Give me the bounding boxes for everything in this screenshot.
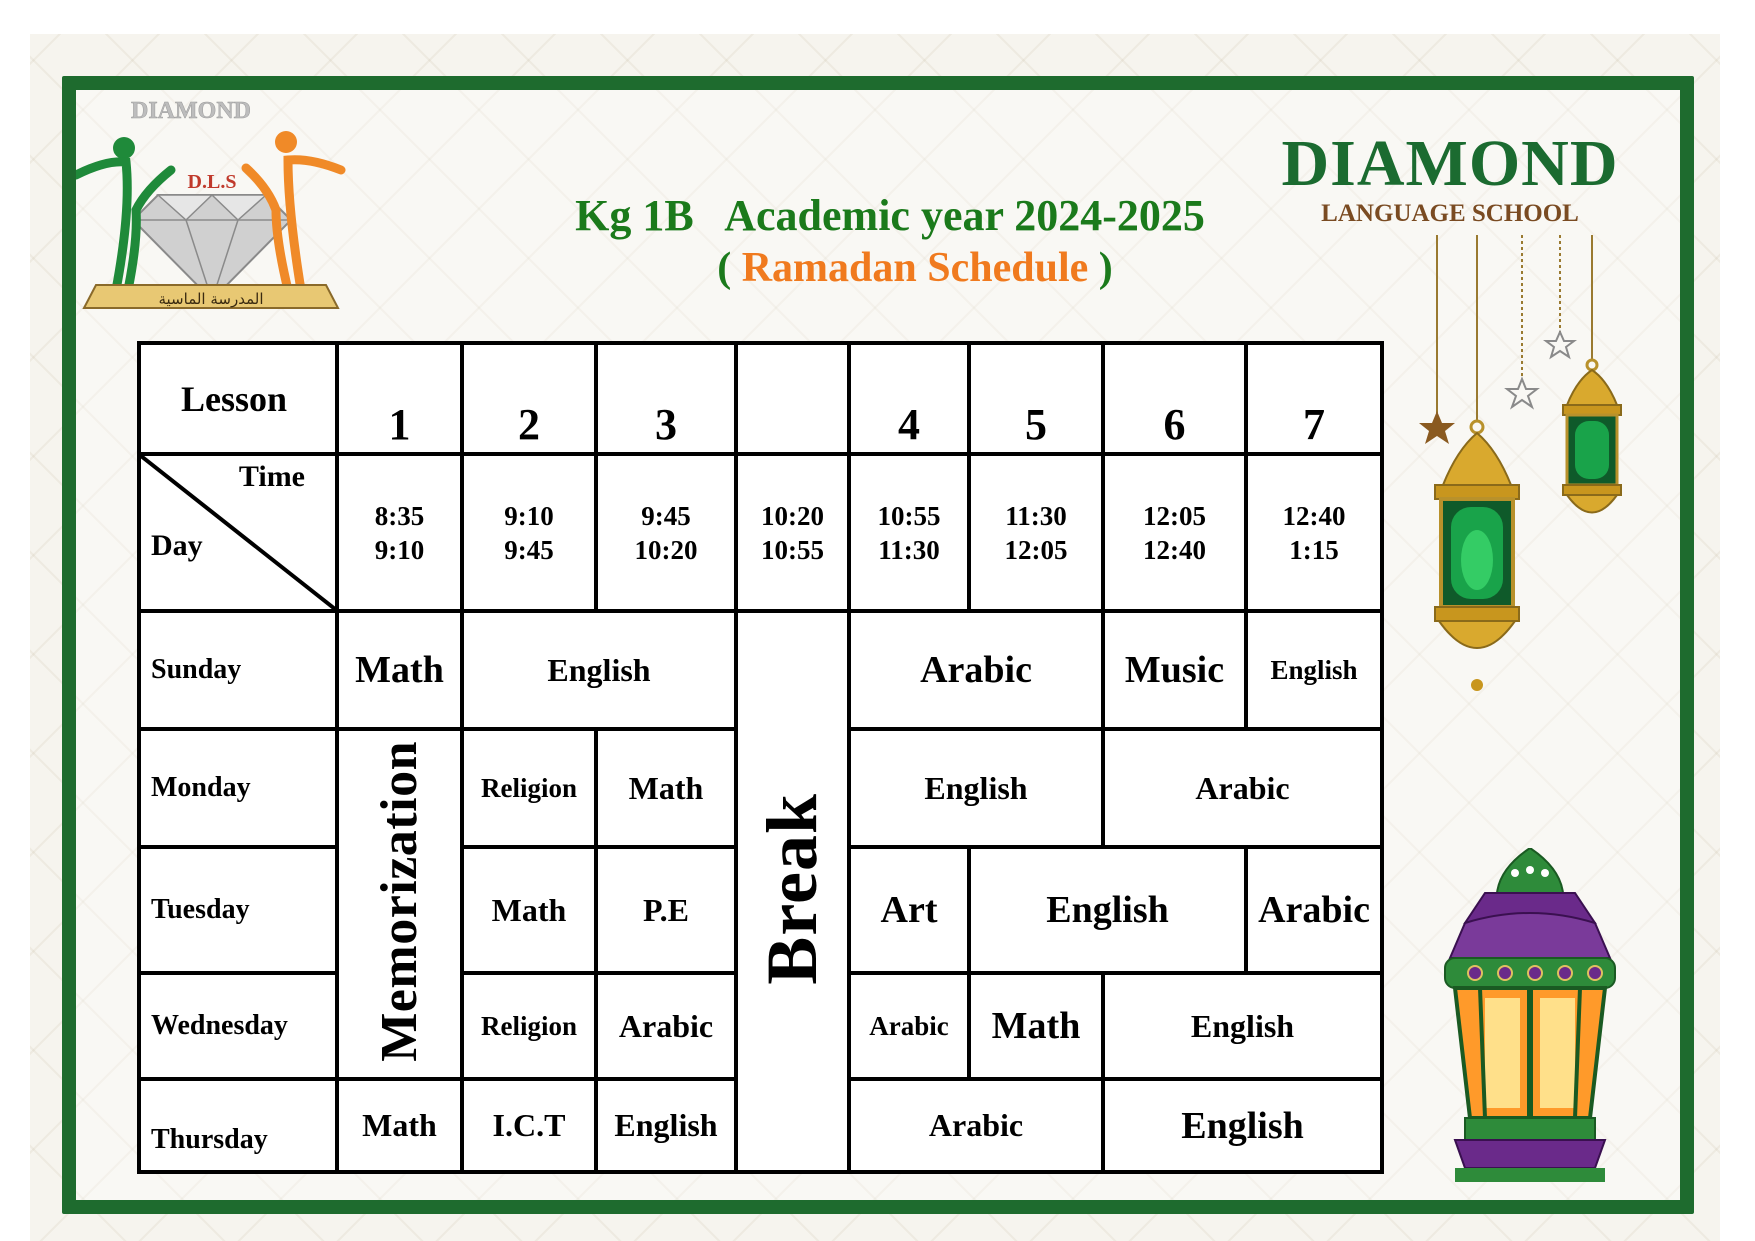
subject-cell: Religion (462, 729, 596, 847)
time-slot (969, 454, 1103, 611)
subject-cell: English (969, 847, 1246, 973)
star-icon (1546, 332, 1574, 357)
break-column (736, 611, 849, 1172)
lesson-number: 1 (337, 343, 462, 454)
time-end: 10:55 (761, 534, 824, 565)
brand-subtitle: LANGUAGE SCHOOL (1321, 200, 1579, 227)
subtitle-main: Ramadan Schedule (741, 245, 1089, 291)
page-subtitle (540, 244, 1290, 292)
time-start: 10:20 (761, 500, 824, 531)
time-slot (849, 454, 969, 611)
break-label: Break (752, 793, 832, 985)
subject-cell: I.C.T (462, 1079, 596, 1172)
time-start: 11:30 (1005, 500, 1067, 531)
subtitle-close: ) (1088, 245, 1113, 291)
lesson-number: 7 (1246, 343, 1382, 454)
subject-cell: Math (337, 1079, 462, 1172)
school-logo (76, 100, 346, 325)
day-tuesday: Tuesday (139, 847, 337, 973)
page-title: Kg 1B Academic year 2024-2025 (575, 191, 1205, 240)
lesson-number: 5 (969, 343, 1103, 454)
subject-cell: English (849, 729, 1103, 847)
subject-cell: Math (462, 847, 596, 973)
time-end: 9:45 (504, 534, 554, 565)
time-slot (462, 454, 596, 611)
time-end: 12:40 (1143, 534, 1206, 565)
time-row (139, 454, 1382, 611)
subject-cell: Arabic (849, 1079, 1103, 1172)
memorization-block (337, 729, 462, 1079)
time-end: 11:30 (878, 534, 940, 565)
subject-cell: Arabic (596, 973, 736, 1079)
day-thursday: Thursday (139, 1079, 337, 1172)
time-slot (596, 454, 736, 611)
logo-initials: D.L.S (187, 171, 237, 193)
time-end: 10:20 (634, 534, 698, 565)
lesson-number-break (736, 343, 849, 454)
subject-cell: English (1103, 973, 1382, 1079)
time-start: 9:10 (504, 500, 554, 531)
subject-cell: Arabic (1246, 847, 1382, 973)
subject-cell: P.E (596, 847, 736, 973)
lesson-number: 2 (462, 343, 596, 454)
time-slot (1246, 454, 1382, 611)
lesson-number: 6 (1103, 343, 1246, 454)
lesson-number: 3 (596, 343, 736, 454)
time-start: 8:35 (374, 500, 425, 531)
time-end: 9:10 (374, 534, 425, 565)
ramadan-lantern-icon (1425, 848, 1635, 1188)
subject-cell: Math (337, 611, 462, 729)
lesson-row (139, 343, 1382, 454)
time-start: 9:45 (641, 500, 691, 531)
time-end: 12:05 (1004, 534, 1068, 565)
hanging-lantern-icon (1395, 235, 1655, 705)
subtitle-open: ( (717, 245, 742, 291)
day-monday: Monday (139, 729, 337, 847)
row-sunday (139, 611, 1382, 729)
subject-cell: Math (969, 973, 1103, 1079)
subject-cell: Religion (462, 973, 596, 1079)
subject-cell: English (1246, 611, 1382, 729)
subject-cell: Arabic (849, 973, 969, 1079)
day-wednesday: Wednesday (139, 973, 337, 1079)
star-icon (1507, 379, 1537, 407)
time-start: 10:55 (877, 500, 941, 531)
time-slot (736, 454, 849, 611)
time-label: Time (238, 460, 305, 493)
time-start: 12:05 (1143, 500, 1206, 531)
time-day-header (139, 454, 337, 611)
lesson-header: Lesson (139, 343, 337, 454)
time-slot (337, 454, 462, 611)
time-end: 1:15 (1289, 534, 1339, 565)
school-brand (1255, 128, 1645, 228)
lesson-number: 4 (849, 343, 969, 454)
day-label: Day (151, 529, 203, 562)
subject-cell: English (1103, 1079, 1382, 1172)
subject-cell: Music (1103, 611, 1246, 729)
subject-cell: English (462, 611, 736, 729)
subject-cell: Math (596, 729, 736, 847)
subject-cell: Arabic (849, 611, 1103, 729)
schedule-table (137, 341, 1384, 1174)
subject-cell: English (596, 1079, 736, 1172)
star-icon (1419, 411, 1455, 444)
logo-ribbon-text: المدرسة الماسية (158, 290, 264, 308)
brand-name: DIAMOND (1281, 127, 1619, 200)
time-slot (1103, 454, 1246, 611)
memorization-label: Memorization (371, 741, 428, 1062)
logo-word: DIAMOND (131, 100, 251, 124)
subject-cell: Arabic (1103, 729, 1382, 847)
day-sunday: Sunday (139, 611, 337, 729)
time-start: 12:40 (1282, 500, 1346, 531)
subject-cell: Art (849, 847, 969, 973)
